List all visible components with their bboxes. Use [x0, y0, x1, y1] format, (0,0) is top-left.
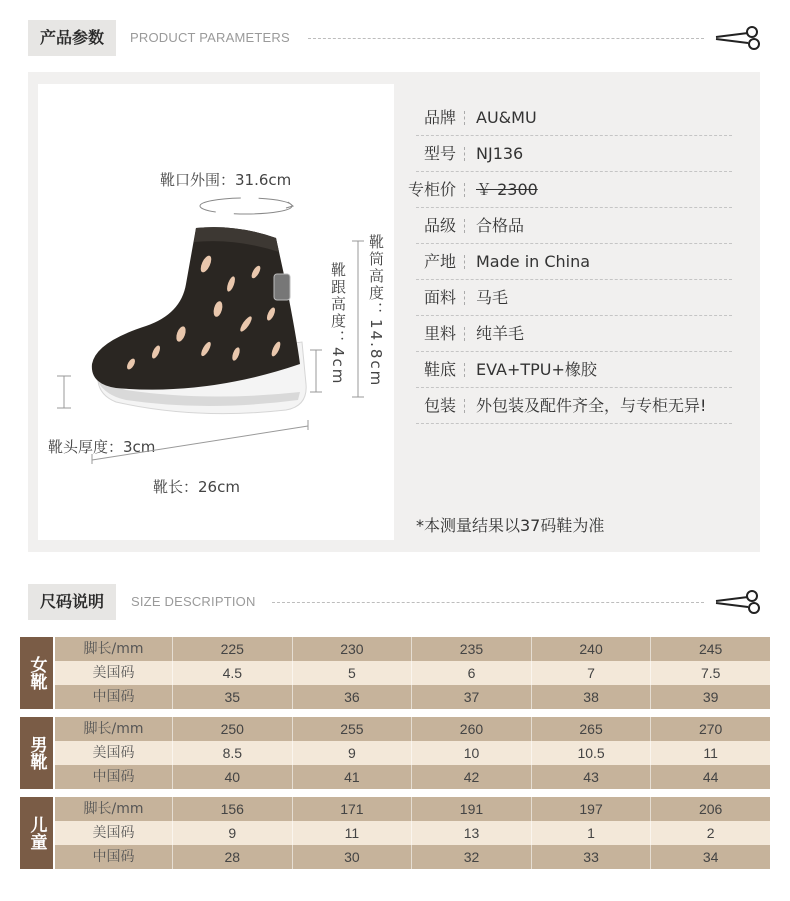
size-row-header: 美国码: [55, 741, 173, 765]
boot-illustration: [38, 84, 394, 540]
size-cell: 35: [173, 685, 293, 709]
size-cell: 2: [706, 825, 715, 841]
spec-value-price: ￥ 2300: [476, 180, 538, 199]
size-row: [55, 717, 770, 741]
spec-value: 外包装及配件齐全，与专柜无异!: [476, 396, 707, 415]
spec-key: 里料: [423, 324, 456, 343]
size-cell: 39: [702, 689, 719, 705]
size-cell: 6: [412, 661, 532, 685]
spec-separator: [464, 219, 465, 233]
size-row-header: 中国码: [55, 845, 173, 869]
size-row-header: 美国码: [55, 661, 173, 685]
size-row: [55, 741, 770, 765]
spec-key: 型号: [423, 144, 456, 163]
size-cell: 235: [412, 637, 532, 661]
spec-value: 马毛: [476, 288, 509, 307]
size-group-kids: [20, 797, 770, 869]
spec-row: [416, 100, 732, 136]
size-group-label: 男靴: [20, 717, 53, 789]
spec-value: NJ136: [476, 144, 524, 163]
size-cell: 265: [532, 717, 652, 741]
size-cell: 38: [532, 685, 652, 709]
spec-value: 合格品: [476, 216, 525, 235]
heel-height-line: [310, 348, 322, 394]
spec-separator: [464, 363, 465, 377]
spec-row: [416, 316, 732, 352]
spec-row: [407, 172, 732, 208]
spec-key: 产地: [423, 252, 456, 271]
size-cell: 44: [702, 769, 719, 785]
size-cell: 33: [532, 845, 652, 869]
size-group-label: 女靴: [20, 637, 53, 709]
spec-row: [416, 244, 732, 280]
toe-thickness-label: 靴头厚度：3cm: [48, 438, 156, 456]
size-cell: 30: [293, 845, 413, 869]
size-cell: 197: [532, 797, 652, 821]
size-row: [55, 797, 770, 821]
size-row: [55, 845, 770, 869]
spec-separator: [464, 255, 465, 269]
spec-separator: [464, 111, 465, 125]
size-cell: 5: [293, 661, 413, 685]
size-cell: 1: [532, 821, 652, 845]
spec-value: Made in China: [476, 252, 591, 271]
size-cell: 8.5: [173, 741, 293, 765]
heel-height-label: 靴跟高度：4cm: [329, 262, 347, 386]
size-row: [55, 685, 770, 709]
scissors-icon: [714, 24, 762, 52]
size-cell: 245: [698, 641, 723, 657]
spec-separator: [464, 327, 465, 341]
size-cell: 10: [412, 741, 532, 765]
product-params-panel: [28, 72, 760, 552]
spec-row: [416, 280, 732, 316]
size-cell: 260: [412, 717, 532, 741]
size-cell: 41: [293, 765, 413, 789]
size-row-header: 脚长/mm: [55, 717, 173, 741]
size-cell: 36: [293, 685, 413, 709]
size-cell: 37: [412, 685, 532, 709]
spec-separator: [464, 183, 465, 197]
spec-key: 品级: [423, 216, 456, 235]
spec-value: 纯羊毛: [476, 324, 525, 343]
size-cell: 32: [412, 845, 532, 869]
size-cell: 206: [698, 801, 723, 817]
size-row-header: 脚长/mm: [55, 637, 173, 661]
size-cell: 230: [293, 637, 413, 661]
params-section-header: [28, 20, 762, 56]
spec-row: [416, 208, 732, 244]
size-cell: 40: [173, 765, 293, 789]
measurement-note: *本测量结果以37码鞋为准: [416, 516, 605, 535]
size-row: [55, 637, 770, 661]
spec-separator: [464, 291, 465, 305]
collar-ellipse-arrow: [196, 194, 296, 218]
spec-row: [416, 352, 732, 388]
spec-value: AU&MU: [476, 108, 537, 127]
size-row-header: 中国码: [55, 685, 173, 709]
size-cell: 255: [293, 717, 413, 741]
header-divider: [272, 602, 704, 603]
toe-thickness-line: [56, 374, 72, 410]
size-cell: 11: [293, 821, 413, 845]
size-section-subtitle: SIZE DESCRIPTION: [131, 594, 256, 609]
size-cell: 9: [293, 741, 413, 765]
size-cell: 156: [173, 797, 293, 821]
params-section-title: 产品参数: [28, 20, 116, 56]
params-section-subtitle: PRODUCT PARAMETERS: [130, 30, 290, 45]
size-cell: 270: [698, 721, 723, 737]
size-cell: 240: [532, 637, 652, 661]
size-group-label: 儿童: [20, 797, 53, 869]
size-cell: 11: [703, 745, 718, 761]
spec-row: [416, 388, 732, 424]
size-row-header: 美国码: [55, 821, 173, 845]
size-cell: 10.5: [532, 741, 652, 765]
size-row: [55, 661, 770, 685]
size-cell: 34: [702, 849, 719, 865]
spec-key: 包装: [423, 396, 456, 415]
size-cell: 191: [412, 797, 532, 821]
spec-separator: [464, 147, 465, 161]
length-label: 靴长：26cm: [153, 478, 240, 496]
size-cell: 171: [293, 797, 413, 821]
size-cell: 13: [412, 821, 532, 845]
size-cell: 225: [173, 637, 293, 661]
shaft-height-label: 靴筒高度：14.8cm: [367, 234, 385, 388]
shaft-height-line: [352, 239, 364, 399]
size-cell: 4.5: [173, 661, 293, 685]
spec-key: 品牌: [423, 108, 456, 127]
spec-separator: [464, 399, 465, 413]
size-cell: 28: [173, 845, 293, 869]
size-row: [55, 821, 770, 845]
boot-image: [86, 224, 311, 424]
size-cell: 42: [412, 765, 532, 789]
spec-value: EVA+TPU+橡胶: [476, 360, 597, 379]
size-cell: 250: [173, 717, 293, 741]
size-cell: 7.5: [700, 665, 721, 681]
size-cell: 9: [173, 821, 293, 845]
size-group-men: [20, 717, 770, 789]
length-line: [90, 418, 312, 464]
size-group-women: [20, 637, 770, 709]
size-section-title: 尺码说明: [28, 584, 116, 620]
size-row: [55, 765, 770, 789]
spec-key: 面料: [423, 288, 456, 307]
size-section-header: [28, 584, 762, 620]
header-divider: [308, 38, 704, 39]
size-cell: 43: [532, 765, 652, 789]
spec-row: [416, 136, 732, 172]
spec-key: 专柜价: [407, 180, 456, 199]
spec-table: [407, 100, 732, 424]
size-cell: 7: [532, 661, 652, 685]
size-row-header: 中国码: [55, 765, 173, 789]
collar-circumference-label: 靴口外围：31.6cm: [160, 171, 292, 189]
spec-key: 鞋底: [423, 360, 456, 379]
scissors-icon: [714, 588, 762, 616]
size-row-header: 脚长/mm: [55, 797, 173, 821]
